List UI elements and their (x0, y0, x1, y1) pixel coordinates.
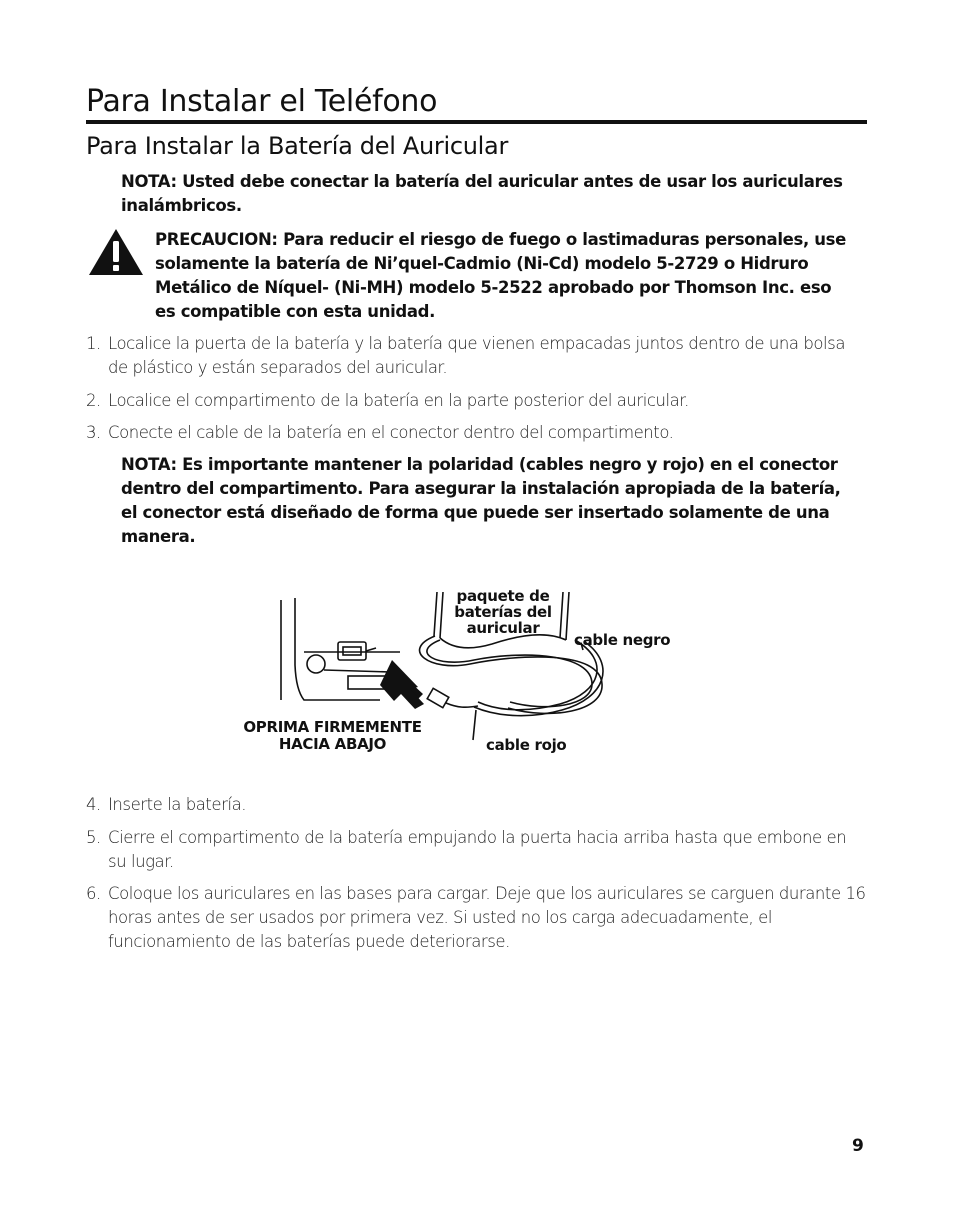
red-cable-label: cable rojo (486, 736, 567, 754)
warning-icon (88, 228, 144, 276)
note-polarity: NOTA: Es importante mantener la polaridad (cables negro y rojo) en el conector dentro del compartimento. Para asegurar la instalación apropiada de la batería, el conector está diseñado de forma que puede ser insertado solamente de una manera. (121, 455, 841, 546)
list-item (86, 793, 866, 817)
step-text: Localice la puerta de la batería y la batería que vienen empacadas juntos dentro de una bolsa de plástico y están separados del auricular. (108, 334, 845, 377)
step-number: 4. (86, 795, 101, 814)
step-text: Localice el compartimento de la batería en la parte posterior del auricular. (108, 391, 689, 410)
step-text: Conecte el cable de la batería en el conector dentro del compartimento. (108, 423, 674, 442)
page-number: 9 (852, 1136, 864, 1156)
step-text: Inserte la batería. (108, 795, 247, 814)
list-item (86, 421, 866, 445)
list-item (86, 389, 866, 413)
press-down-label: OPRIMA FIRMEMENTE HACIA ABAJO (243, 718, 422, 753)
step-number: 3. (86, 423, 101, 442)
battery-diagram (230, 580, 700, 770)
step-text: Coloque los auriculares en las bases para cargar. Deje que los auriculares se carguen durante 16 horas antes de ser usados por primera vez. Si usted no los carga adecuadamente, el funcionamiento de las baterías puede deteriorarse. (108, 884, 866, 951)
step-number: 6. (86, 884, 101, 903)
black-cable-label: cable negro (574, 631, 671, 649)
caution-text: PRECAUCION: Para reducir el riesgo de fuego o lastimaduras personales, use solamente la batería de Ni’quel-Cadmio (Ni-Cd) modelo 5-2729 o Hidruro Metálico de Níquel- (Ni-MH) modelo 5-2522 aprobado por Thomson Inc. eso es compatible con esta unidad. (155, 230, 846, 321)
list-item (86, 826, 866, 874)
note-battery-first: NOTA: Usted debe conectar la batería del auricular antes de usar los auriculares inalámbricos. (121, 172, 843, 215)
step-number: 5. (86, 828, 101, 847)
step-number: 2. (86, 391, 101, 410)
step-number: 1. (86, 334, 101, 353)
page-title: Para Instalar el Teléfono (86, 84, 438, 119)
battery-pack-label: paquete de baterías del auricular (454, 587, 552, 637)
list-item (86, 332, 866, 380)
section-subtitle: Para Instalar la Batería del Auricular (86, 132, 509, 160)
step-text: Cierre el compartimento de la batería empujando la puerta hacia arriba hasta que embone en su lugar. (108, 828, 847, 871)
list-item (86, 882, 866, 954)
title-rule (86, 120, 867, 124)
